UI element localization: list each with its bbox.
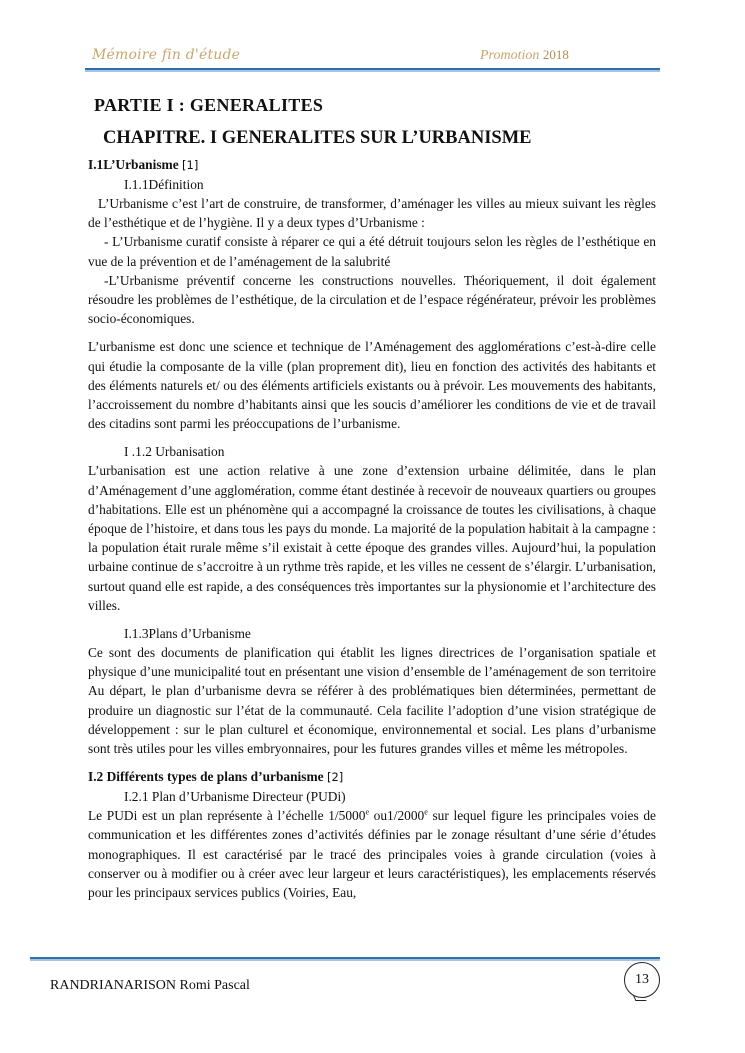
paragraph: L’Urbanisme c’est l’art de construire, de transformer, d’aménager les villes au mieux suivant les règles de l’esthétique et de l’hygiène. Il y a deux types d’Urbanisme : [88, 196, 656, 231]
superscript: e [424, 807, 428, 817]
text-run: Le PUDi est un plan représente à l’échelle 1/5000 [88, 808, 366, 824]
paragraph: -L’Urbanisme préventif concerne les constructions nouvelles. Théoriquement, il doit également résoudre les problèmes de l’esthétique, de la circulation et de l’espace régénérateur, prévoir les problèmes socio-économiques. [88, 272, 656, 327]
section-title: I.2 Différents types de plans d’urbanisme [88, 769, 324, 785]
header-promotion [480, 47, 569, 64]
part-title: PARTIE I : GENERALITES [94, 95, 324, 115]
section-heading-2 [88, 767, 656, 787]
section-ref: [2] [326, 770, 344, 785]
text-run: ou1/2000 [369, 808, 425, 824]
superscript: e [365, 807, 369, 817]
paragraph: Ce sont des documents de planification qui établit les lignes directrices de l’organisation spatiale et physique d’une municipalité tout en présentant une vision d’ensemble de l’aménagement de son territoire Au départ, le plan d’urbanisme devra se référer à des problématiques bien déterminées, permettant de produire un diagnostic sur l’état de la communauté. Cela facilite l’adoption d’une vision stratégique de développement : sur le plan culturel et économique, environnemental et social. Les plans d’urbanisme sont très utiles pour les villes embryonnaires, pour les futures grandes villes et même les métropoles. [88, 645, 656, 757]
section-ref: [1] [182, 158, 199, 172]
footer-author: RANDRIANARISON Romi Pascal [50, 978, 250, 993]
paragraph: - L’Urbanisme curatif consiste à réparer ce qui a été détruit toujours selon les règles de l’esthétique en vue de la prévention et de l’aménagement de la salubrité [88, 234, 656, 269]
section-title: I.1L’Urbanisme [88, 157, 179, 172]
header-promotion-label: Promotion [480, 48, 540, 63]
text-run: sur lequel figure les principales voies de communication et les différentes zones d’activités définies par le zonage résultant d’une série d’études monographiques. Il est caractérisé par le tracé des principales voies à grande circulation (voies à conserver ou à modifier ou à créer avec leur largeur et leurs caractéristiques), les emplacements réservés pour les principaux services publics (Voiries, Eau, [88, 808, 656, 901]
paragraph: L’urbanisation est une action relative à une zone d’extension urbaine délimitée, dans le plan d’Aménagement d’une agglomération, comme étant destinée à recevoir de nouveaux quartiers ou groupes d’habitations. Elle est un phénomène qui a accompagné la croissance de toutes les civilisations, à chaque époque de l’histoire, et dans tous les pays du monde. La majorité de la population habitait à la campagne : la population était rurale même s’il existait à cette époque des grandes villes. Aujourd’hui, la population urbaine continue de s’accroitre à un rythme très rapide, et les villes ne cessent de s’élargir. L’urbanisation, surtout quand elle est rapide, a des conséquences très importantes sur la physionomie et l’architecture des villes. [88, 463, 656, 613]
page-content [88, 95, 656, 902]
header-rule [85, 68, 660, 72]
subsection-heading-1-3: I.1.3Plans d’Urbanisme [124, 626, 251, 642]
chapter-title: CHAPITRE. I GENERALITES SUR L’URBANISME [103, 128, 532, 148]
subsection-heading-1-2: I .1.2 Urbanisation [124, 444, 225, 460]
section-heading-1 [88, 155, 656, 175]
header-promotion-year: 2018 [542, 47, 569, 62]
subsection-heading-2-1: I.2.1 Plan d’Urbanisme Directeur (PUDi) [124, 789, 346, 805]
paragraph: L’urbanisme est donc une science et technique de l’Aménagement des agglomérations c’est-à-dire celle qui étudie la composante de la ville (plan proprement dit), lieu en fonction des activités des habitants et des éléments naturels et/ ou des éléments artificiels existants ou à prévoir. Les mouvements des habitants, l’accroissement du nombre d’habitants ainsi que les soucis d’améliorer les conditions de vie et de travail des citadins sont parmi les préoccupations de l’urbanisme. [88, 339, 656, 432]
page-number: 13 [624, 962, 660, 998]
subsection-heading-1-1: I.1.1Définition [124, 177, 204, 192]
footer-rule [30, 957, 660, 961]
paragraph [88, 806, 656, 902]
header-title: Mémoire fin d'étude [92, 47, 241, 63]
